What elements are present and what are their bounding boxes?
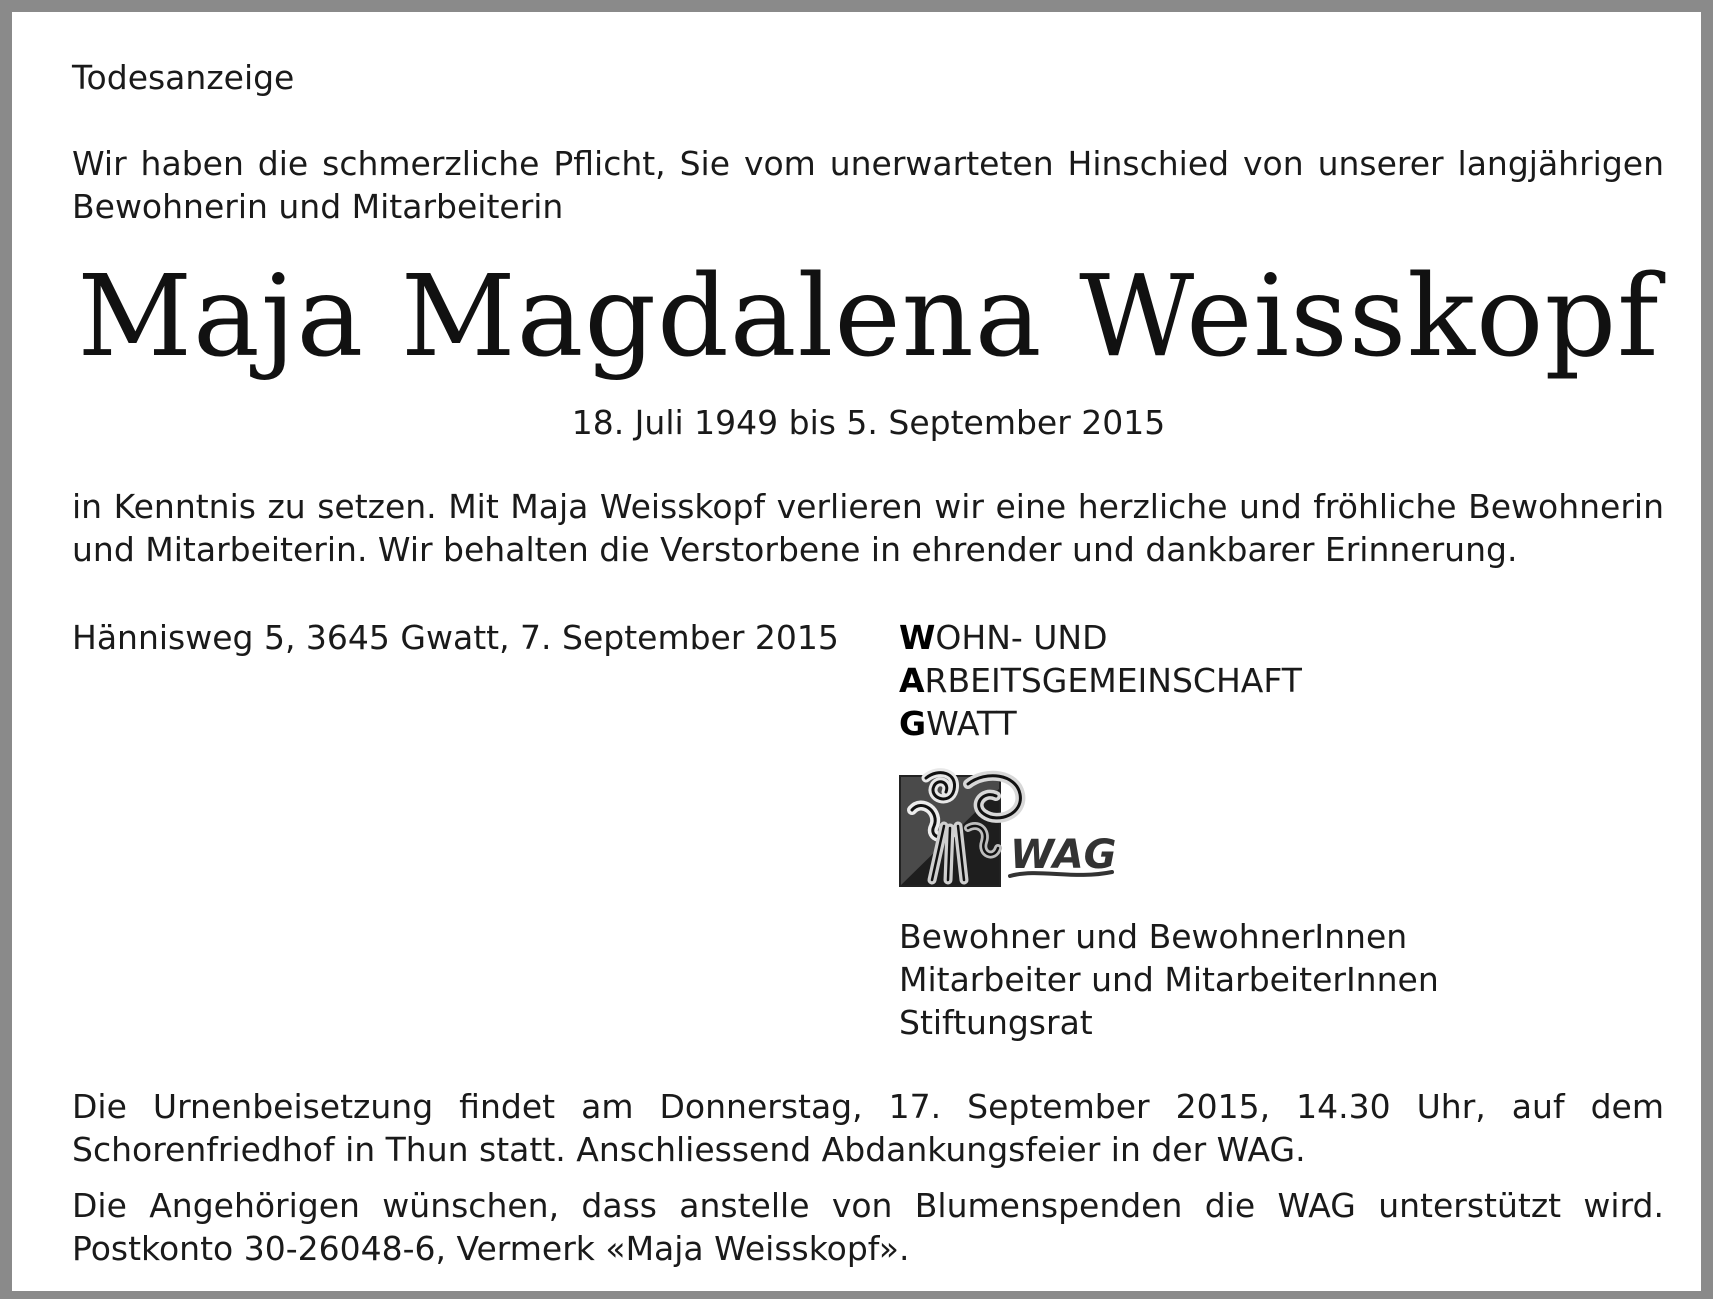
organization-name (899, 616, 1302, 745)
signer-line: Stiftungsrat (899, 1003, 1093, 1042)
life-dates: 18. Juli 1949 bis 5. September 2015 (571, 403, 1166, 442)
org-line-3: GWATT (899, 704, 1017, 743)
signers-list (899, 915, 1439, 1044)
logo-wordmark: WAG (1010, 832, 1117, 878)
donation-paragraph: Die Angehörigen wünschen, dass anstelle von Blumenspenden die WAG unterstützt wird. Postkonto 30-26048-6, Vermerk «Maja Weisskopf». (72, 1186, 1664, 1268)
signer-line: Mitarbeiter und MitarbeiterInnen (899, 960, 1439, 999)
org-line-1: WOHN- UND (899, 618, 1108, 657)
org-line-2: ARBEITSGEMEINSCHAFT (899, 661, 1302, 700)
notice-label: Todesanzeige (72, 58, 295, 97)
signer-line: Bewohner und BewohnerInnen (899, 917, 1408, 956)
burial-paragraph: Die Urnenbeisetzung findet am Donnerstag, 17. September 2015, 14.30 Uhr, auf dem Schorenfriedhof in Thun statt. Anschliessend Abdankungsfeier in der WAG. (72, 1087, 1664, 1169)
deceased-name: Maja Magdalena Weisskopf (77, 252, 1660, 382)
wag-logo-icon (898, 768, 1118, 888)
body-paragraph: in Kenntnis zu setzen. Mit Maja Weisskopf verlieren wir eine herzliche und fröhliche Bewohnerin und Mitarbeiterin. Wir behalten die Verstorbene in ehrender und dankbarer Erinnerung. (72, 487, 1664, 569)
place-date: Hännisweg 5, 3645 Gwatt, 7. September 2015 (72, 618, 839, 657)
intro-paragraph: Wir haben die schmerzliche Pflicht, Sie vom unerwarteten Hinschied von unserer langjährigen Bewohnerin und Mitarbeiterin (72, 144, 1664, 226)
